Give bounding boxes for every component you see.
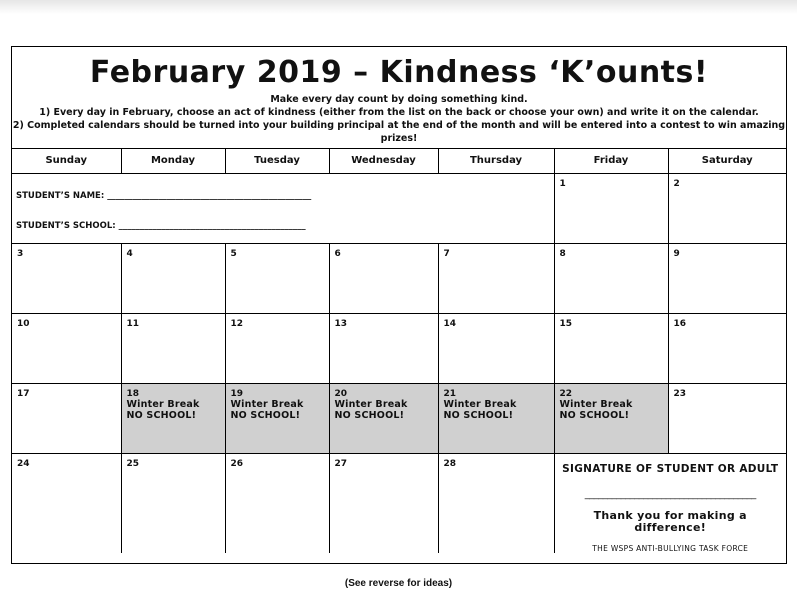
date-number: 6	[334, 249, 341, 259]
week-row-5	[12, 454, 786, 554]
no-school-label: NO SCHOOL!	[559, 410, 630, 421]
date-number: 13	[334, 319, 348, 329]
date-number: 14	[443, 319, 457, 329]
footer-note: (See reverse for ideas)	[344, 578, 453, 589]
signature-title: SIGNATURE OF STUDENT OR ADULT	[562, 463, 779, 475]
day-cell[interactable]	[668, 314, 786, 384]
winter-break-cell[interactable]	[438, 384, 554, 454]
day-cell[interactable]	[12, 454, 121, 554]
date-number: 18	[126, 389, 140, 399]
no-school-label: NO SCHOOL!	[443, 410, 514, 421]
date-number: 5	[230, 249, 237, 259]
winter-break-label: Winter Break	[443, 399, 517, 410]
winter-break-label: Winter Break	[230, 399, 304, 410]
date-number: 7	[443, 249, 450, 259]
day-cell[interactable]	[121, 454, 225, 554]
date-number: 26	[230, 459, 244, 469]
no-school-label: NO SCHOOL!	[334, 410, 405, 421]
date-number: 19	[230, 389, 244, 399]
date-number: 21	[443, 389, 457, 399]
day-cell[interactable]	[12, 244, 121, 314]
task-force-credit: THE WSPS ANTI-BULLYING TASK FORCE	[592, 544, 749, 553]
weekday-monday: Monday	[121, 148, 225, 174]
day-cell[interactable]	[329, 244, 438, 314]
instructions-intro: Make every day count by doing something kind.	[270, 94, 528, 105]
day-cell[interactable]	[438, 314, 554, 384]
weekday-wednesday: Wednesday	[329, 148, 438, 174]
day-cell[interactable]	[12, 314, 121, 384]
date-number: 23	[673, 389, 687, 399]
date-number: 17	[17, 389, 30, 399]
student-school-field[interactable]: STUDENT’S SCHOOL: ____________________________________________	[16, 221, 306, 231]
date-number: 20	[334, 389, 348, 399]
calendar-sheet	[11, 46, 787, 564]
date-number: 12	[230, 319, 244, 329]
day-cell[interactable]	[329, 314, 438, 384]
weekday-sunday: Sunday	[12, 148, 121, 174]
instruction-1: 1) Every day in February, choose an act of kindness (either from the list on the back or choose your own) and write it on the calendar.	[39, 107, 759, 118]
calendar-header	[12, 47, 786, 149]
weekday-tuesday: Tuesday	[225, 148, 329, 174]
day-cell[interactable]	[668, 244, 786, 314]
date-number: 25	[126, 459, 140, 469]
date-number: 1	[559, 179, 566, 189]
date-number: 16	[673, 319, 687, 329]
date-number: 24	[17, 459, 30, 469]
no-school-label: NO SCHOOL!	[126, 410, 197, 421]
date-number: 11	[126, 319, 140, 329]
winter-break-cell[interactable]	[554, 384, 668, 454]
day-cell[interactable]	[121, 314, 225, 384]
student-info-cell[interactable]	[12, 174, 554, 244]
winter-break-cell[interactable]	[329, 384, 438, 454]
winter-break-cell[interactable]	[121, 384, 225, 454]
date-number: 8	[559, 249, 566, 259]
winter-break-label: Winter Break	[559, 399, 633, 410]
no-school-label: NO SCHOOL!	[230, 410, 301, 421]
day-cell[interactable]	[438, 454, 554, 554]
signature-line[interactable]: ______________________________________	[584, 489, 756, 500]
winter-break-label: Winter Break	[126, 399, 200, 410]
day-cell[interactable]	[225, 314, 329, 384]
student-name-field[interactable]: STUDENT’S NAME: ________________________________________________	[16, 191, 312, 201]
day-cell[interactable]	[668, 384, 786, 454]
weekday-friday: Friday	[554, 148, 668, 174]
week-row-4	[12, 384, 786, 454]
date-number: 10	[17, 319, 30, 329]
date-number: 3	[17, 249, 24, 259]
date-number: 22	[559, 389, 573, 399]
date-number: 4	[126, 249, 133, 259]
day-cell[interactable]	[438, 244, 554, 314]
day-cell[interactable]	[225, 244, 329, 314]
date-number: 9	[673, 249, 680, 259]
date-number: 28	[443, 459, 457, 469]
instruction-2: 2) Completed calendars should be turned into your building principal at the end of the month and will be entered into a contest to win amazing prizes!	[12, 120, 786, 144]
thank-you-message: Thank you for making a difference!	[593, 509, 747, 534]
week-row-2	[12, 244, 786, 314]
day-cell[interactable]	[668, 174, 786, 244]
weekday-saturday: Saturday	[668, 148, 786, 174]
calendar-grid	[12, 148, 786, 553]
top-shadow	[0, 0, 797, 14]
winter-break-label: Winter Break	[334, 399, 408, 410]
week-row-1	[12, 174, 786, 244]
date-number: 2	[673, 179, 680, 189]
day-cell[interactable]	[554, 314, 668, 384]
day-cell[interactable]	[329, 454, 438, 554]
day-cell[interactable]	[554, 174, 668, 244]
day-cell[interactable]	[12, 384, 121, 454]
date-number: 15	[559, 319, 573, 329]
signature-cell[interactable]	[554, 454, 786, 554]
weekday-thursday: Thursday	[438, 148, 554, 174]
day-cell[interactable]	[225, 454, 329, 554]
page-title: February 2019 – Kindness ‘K’ounts!	[89, 55, 709, 90]
winter-break-cell[interactable]	[225, 384, 329, 454]
weekday-header-row	[12, 148, 786, 174]
day-cell[interactable]	[554, 244, 668, 314]
week-row-3	[12, 314, 786, 384]
day-cell[interactable]	[121, 244, 225, 314]
date-number: 27	[334, 459, 348, 469]
